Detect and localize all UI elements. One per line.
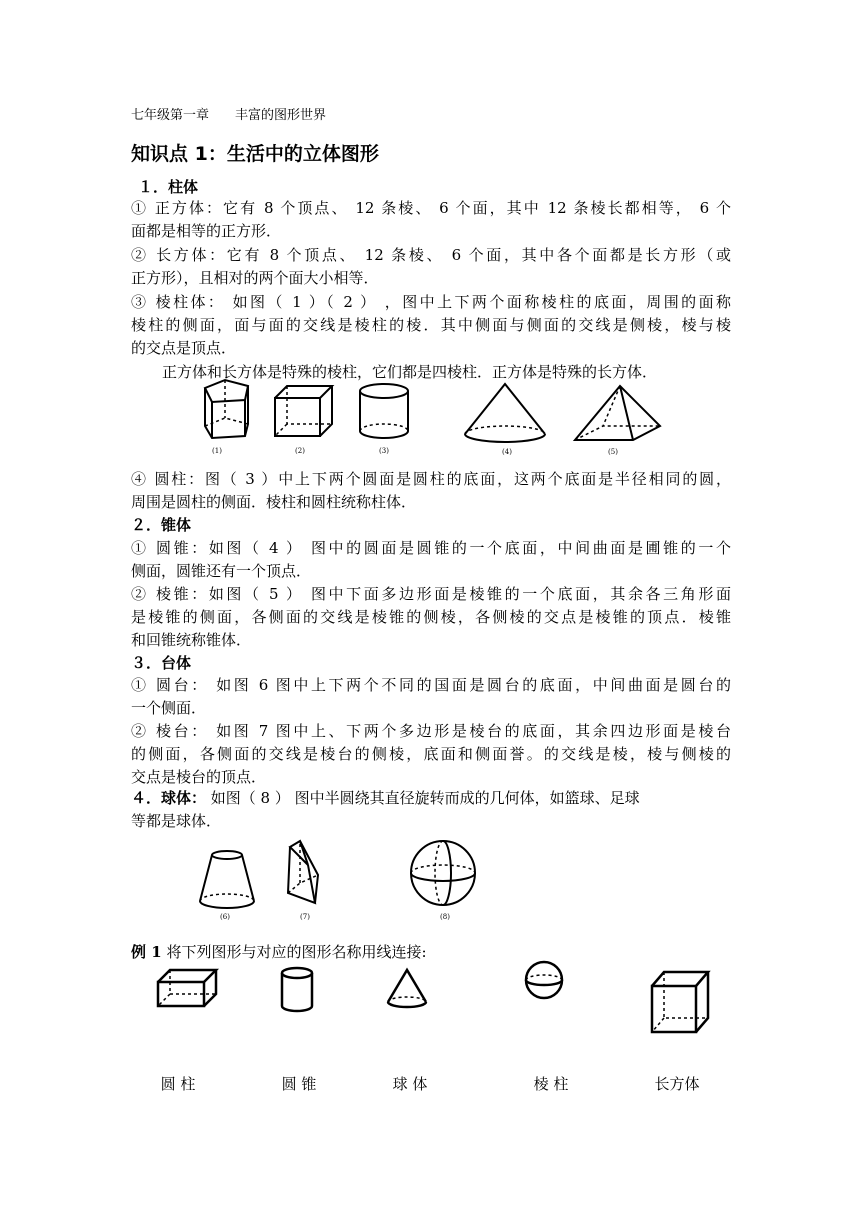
figure-caption: (6) bbox=[220, 913, 230, 921]
figure-caption: (4) bbox=[502, 448, 512, 456]
figure-caption: (2) bbox=[295, 447, 305, 455]
section-frustum: ３．台体 bbox=[131, 654, 192, 672]
text-line: 交点是棱台的顶点． bbox=[131, 768, 267, 786]
text-line: ② 长方体：它有 8 个顶点、 12 条棱、 6 个面，其中各个面都是长方形（或 bbox=[131, 246, 731, 264]
match-label: 球 体 bbox=[392, 1075, 428, 1093]
pyramid-frustum-figure bbox=[288, 841, 318, 903]
text-line: ④ 圆柱：图（ 3 ）中上下两个圆面是圆柱的底面，这两个底面是半径相同的圆， bbox=[131, 470, 731, 488]
text-line: 是棱锥的侧面，各侧面的交线是棱锥的侧棱，各侧棱的交点是棱锥的顶点．棱锥 bbox=[131, 608, 731, 626]
section-sphere-line bbox=[131, 787, 640, 808]
text-line: 正方形），且相对的两个面大小相等． bbox=[131, 269, 379, 287]
sphere-figure bbox=[411, 841, 475, 905]
match-label: 圆 锥 bbox=[281, 1075, 317, 1093]
text-line: 棱柱的侧面，面与面的交线是棱柱的棱．其中侧面与侧面的交线是侧棱，棱与棱 bbox=[131, 316, 731, 334]
cuboid-figure bbox=[275, 386, 332, 436]
example-label: 例 1 bbox=[131, 943, 162, 961]
figure-caption: (8) bbox=[440, 913, 450, 921]
text-line: 正方体和长方体是特殊的棱柱，它们都是四棱柱．正方体是特殊的长方体． bbox=[162, 363, 658, 381]
text-line: 周围是圆柱的侧面．棱柱和圆柱统称柱体． bbox=[131, 493, 417, 511]
figure-row-frustum-sphere bbox=[190, 835, 490, 920]
text-line: 侧面，圆锥还有一个顶点． bbox=[131, 562, 312, 580]
figure-caption: (3) bbox=[379, 447, 389, 455]
text-line: 一个侧面． bbox=[131, 699, 207, 717]
figure-caption: (7) bbox=[300, 913, 310, 921]
match-label: 长方体 bbox=[654, 1075, 700, 1093]
text-line: 面都是相等的正方形． bbox=[131, 222, 282, 240]
example-text: 将下列图形与对应的图形名称用线连接: bbox=[161, 943, 427, 961]
text-line: ① 圆台： 如图 6 图中上下两个不同的国面是圆台的底面，中间曲面是圆台的 bbox=[131, 676, 731, 694]
chapter-header: 七年级第一章 丰富的图形世界 bbox=[131, 108, 327, 123]
text-line: ② 棱锥：如图（ 5 ） 图中下面多边形面是棱锥的一个底面，其余各三角形面 bbox=[131, 585, 731, 603]
text-line: ① 圆锥：如图（ 4 ） 图中的圆面是圆锥的一个底面，中间曲面是圃锥的一个 bbox=[131, 539, 731, 557]
figure-row-solids bbox=[190, 378, 670, 458]
page-title: 知识点 1：生活中的立体图形 bbox=[131, 143, 379, 165]
text-line: ① 正方体：它有 8 个顶点、 12 条棱、 6 个面，其中 12 条棱长都相等， 6 个 bbox=[131, 199, 731, 217]
figure-caption: (1) bbox=[212, 447, 222, 455]
example-line bbox=[131, 941, 427, 962]
text-line: 的交点是顶点． bbox=[131, 339, 237, 357]
cone-figure bbox=[465, 384, 545, 442]
cone-frustum-figure bbox=[200, 851, 254, 908]
text-line: 等都是球体． bbox=[131, 812, 222, 830]
cone-figure bbox=[388, 970, 426, 1007]
cylinder-figure bbox=[360, 384, 408, 438]
cuboid-figure bbox=[158, 970, 216, 1006]
sphere-figure bbox=[526, 962, 562, 998]
text-line: ③ 棱柱体： 如图（ 1 ）（ 2 ） ，图中上下两个面称棱柱的底面，周围的面称 bbox=[131, 293, 731, 311]
pentagonal-prism-figure bbox=[205, 380, 248, 438]
section-sphere: ４．球体： bbox=[131, 789, 207, 807]
sphere-text: 如图（ 8 ） 图中半圆绕其直径旋转而成的几何体，如篮球、足球 bbox=[206, 789, 640, 807]
text-line: ② 棱台： 如图 7 图中上、下两个多边形是棱台的底面，其余四边形面是棱台 bbox=[131, 722, 731, 740]
text-line: 的侧面，各侧面的交线是棱台的侧棱，底面和侧面誉。的交线是棱，棱与侧棱的 bbox=[131, 745, 731, 763]
pyramid-figure bbox=[575, 386, 660, 440]
cube-figure bbox=[652, 972, 708, 1032]
text-line: 和回锥统称锥体． bbox=[131, 631, 252, 649]
match-label: 圆 柱 bbox=[160, 1075, 196, 1093]
figure-caption: (5) bbox=[608, 448, 618, 456]
section-prism: １．柱体 bbox=[138, 178, 199, 196]
match-label: 棱 柱 bbox=[533, 1075, 569, 1093]
figure-row-matching bbox=[150, 960, 720, 1040]
section-pyramid: ２．锥体 bbox=[131, 516, 192, 534]
cylinder-figure bbox=[282, 968, 312, 1011]
